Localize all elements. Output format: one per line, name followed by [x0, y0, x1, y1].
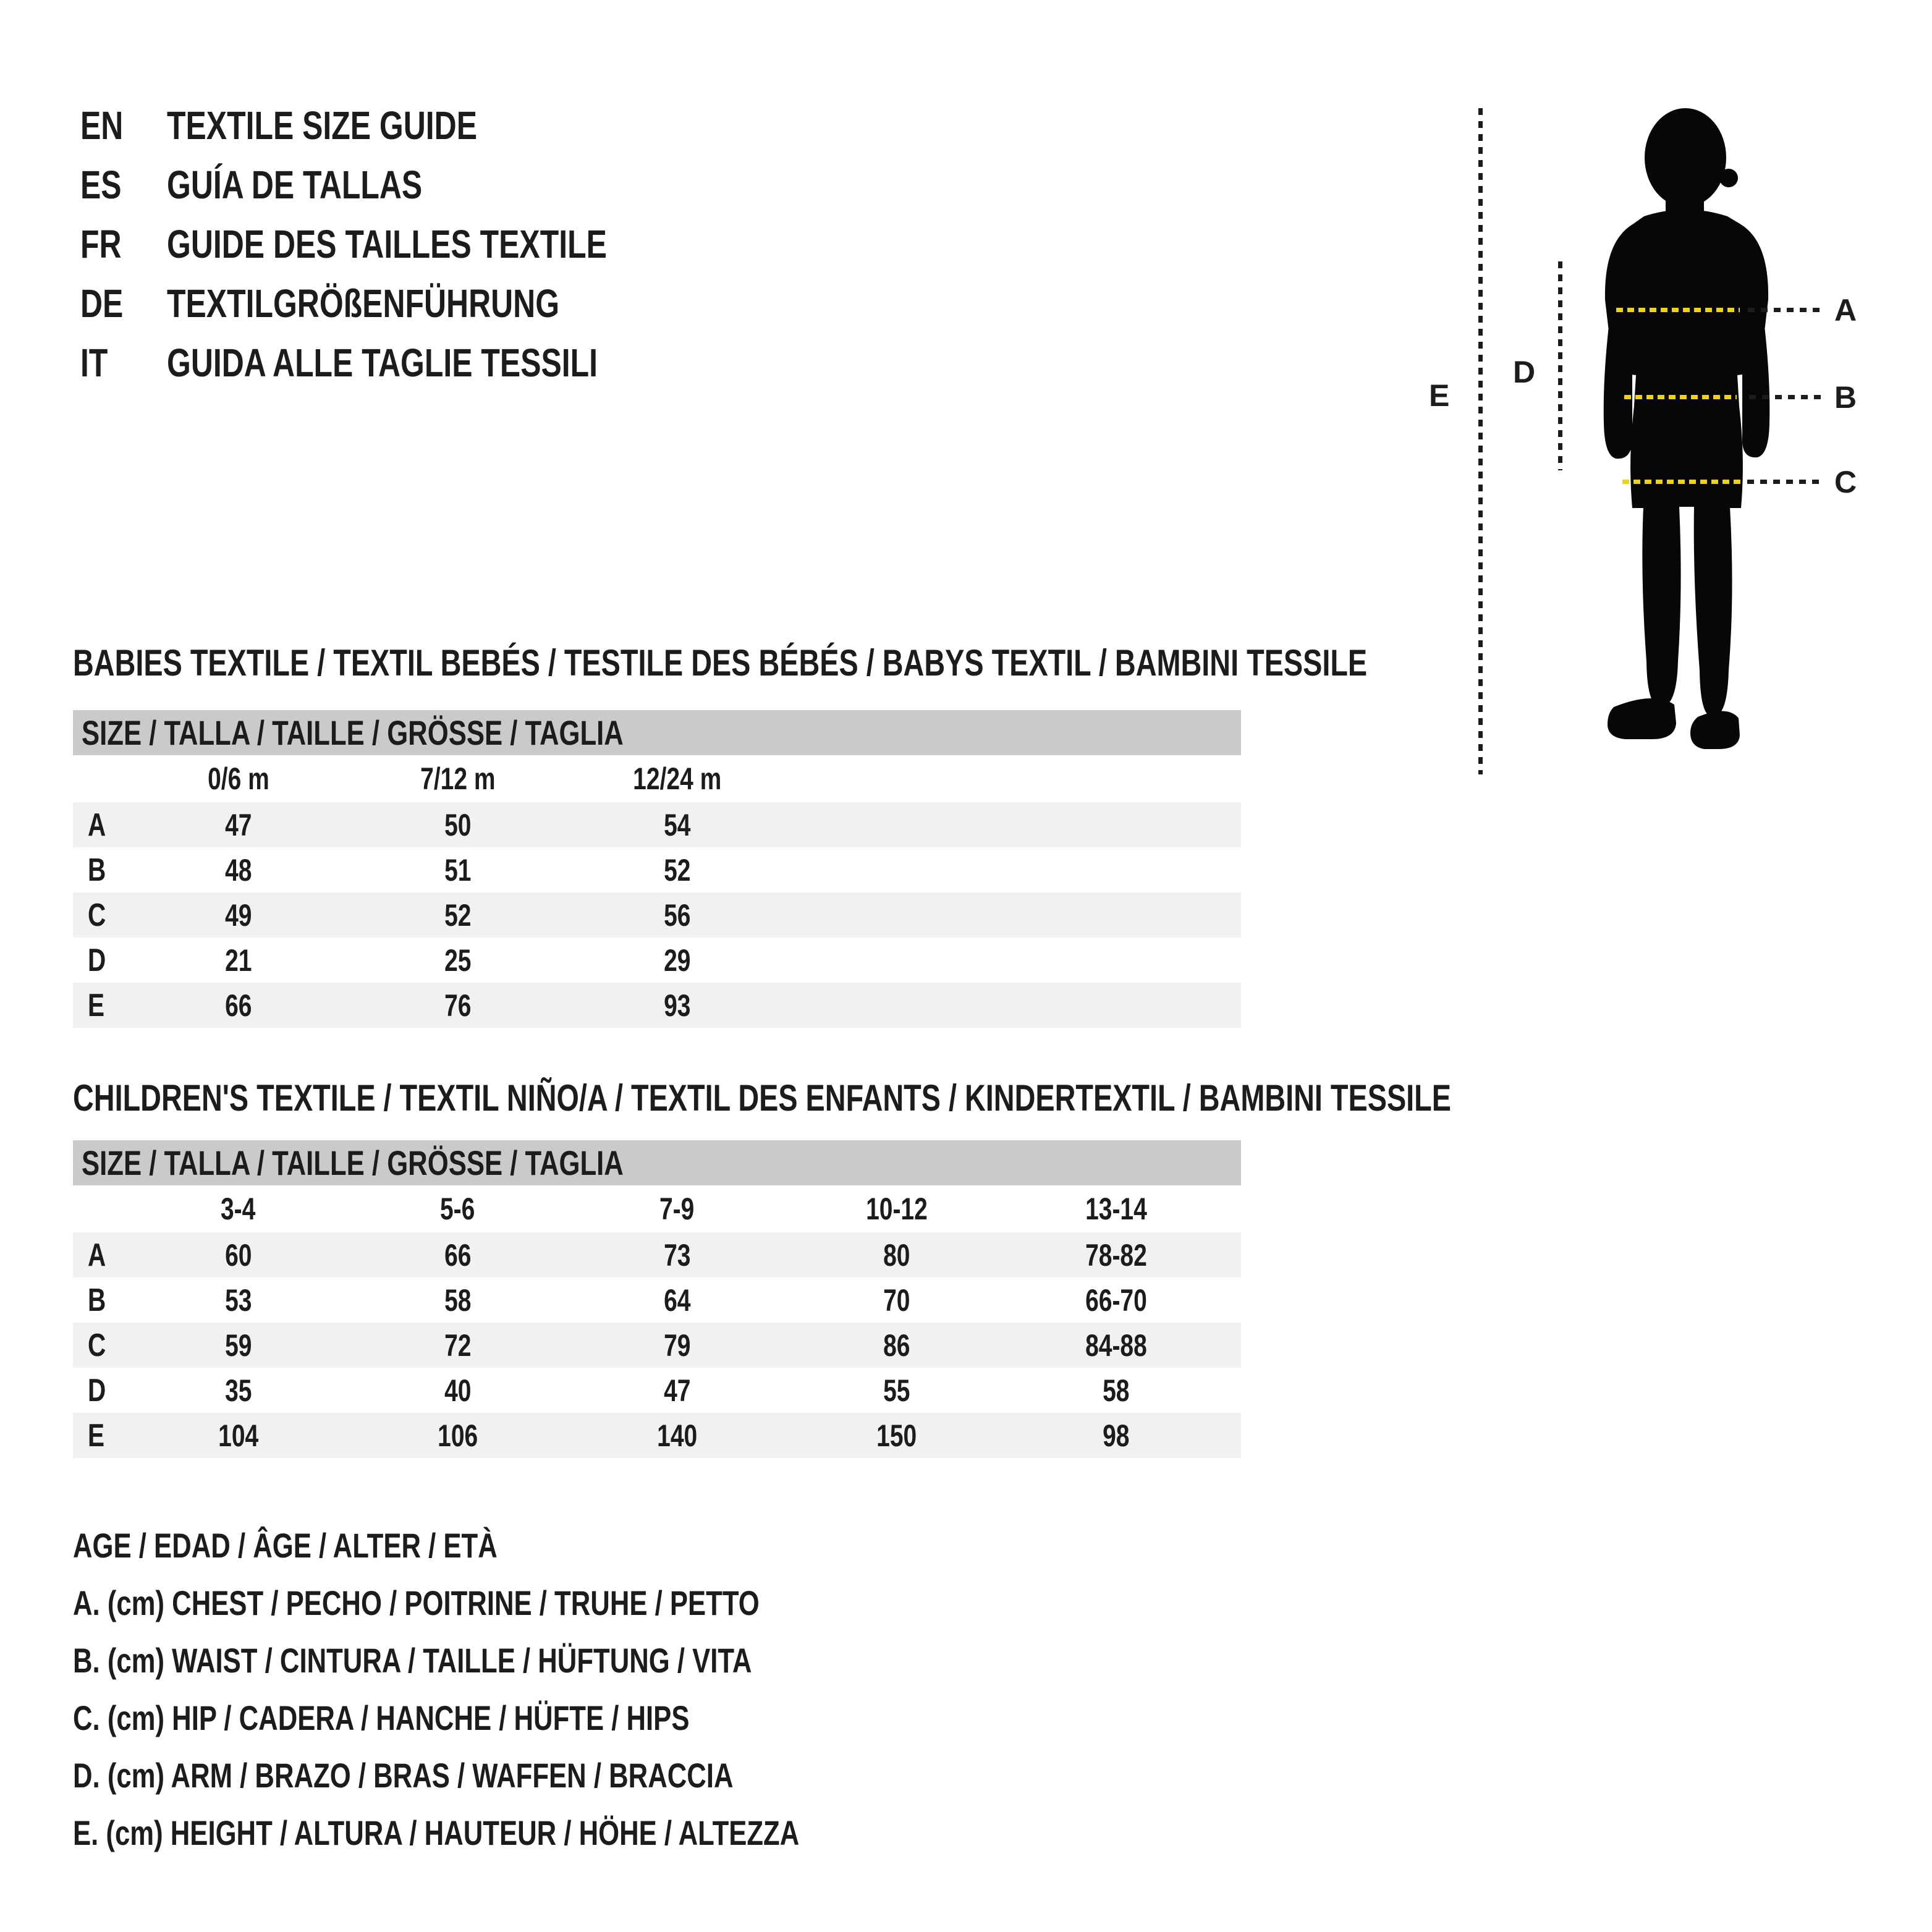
language-row	[80, 96, 731, 155]
row-label: E	[88, 1417, 105, 1454]
table-row	[73, 1368, 1241, 1413]
column-header: 7-9	[659, 1192, 695, 1226]
measurement-legend	[73, 1517, 1004, 1862]
size-value: 86	[883, 1328, 910, 1363]
column-header: 7/12 m	[420, 761, 496, 796]
language-code: FR	[80, 222, 122, 266]
size-value: 66-70	[1085, 1282, 1147, 1318]
table-row	[73, 802, 1241, 847]
language-title: GUIDA ALLE TAGLIE TESSILI	[167, 341, 598, 385]
table-row	[73, 1232, 1241, 1277]
row-label: C	[88, 897, 106, 933]
size-value: 106	[437, 1418, 478, 1453]
table-row	[73, 847, 1241, 892]
arm-measure-line-D	[1558, 261, 1562, 470]
size-value: 66	[224, 988, 252, 1023]
size-value: 76	[444, 988, 472, 1023]
row-label: D	[88, 1372, 106, 1409]
legend-line: C. (cm) HIP / CADERA / HANCHE / HÜFTE / HIPS	[73, 1698, 690, 1737]
language-title-list	[80, 96, 731, 392]
language-code: EN	[80, 103, 124, 148]
column-header: 0/6 m	[207, 761, 269, 796]
language-code: IT	[80, 341, 108, 385]
size-value: 56	[663, 897, 691, 933]
size-value: 52	[444, 897, 472, 933]
size-value: 93	[663, 988, 691, 1023]
waist-measure-leader-B	[1749, 395, 1822, 399]
size-value: 54	[663, 807, 691, 842]
row-label: A	[88, 807, 106, 843]
size-value: 48	[224, 852, 252, 888]
table-row	[73, 1323, 1241, 1368]
legend-line: B. (cm) WAIST / CINTURA / TAILLE / HÜFTUNG / VITA	[73, 1641, 752, 1680]
size-value: 25	[444, 943, 472, 978]
column-header: 10-12	[865, 1192, 928, 1226]
measure-label-chest: A	[1834, 293, 1857, 328]
size-value: 60	[224, 1237, 252, 1273]
size-value: 64	[663, 1282, 691, 1318]
row-label: B	[88, 852, 106, 888]
column-header: 13-14	[1085, 1192, 1147, 1226]
size-value: 47	[224, 807, 252, 842]
size-value: 55	[883, 1373, 910, 1408]
size-value: 51	[444, 852, 472, 888]
size-value: 72	[444, 1328, 472, 1363]
table-row	[73, 1413, 1241, 1458]
size-value: 52	[663, 852, 691, 888]
row-label: C	[88, 1327, 106, 1363]
legend-line: D. (cm) ARM / BRAZO / BRAS / WAFFEN / BRACCIA	[73, 1756, 734, 1795]
size-value: 84-88	[1085, 1328, 1147, 1363]
size-value: 78-82	[1085, 1237, 1147, 1273]
waist-measure-line-B	[1624, 395, 1737, 399]
column-header: 3-4	[221, 1192, 256, 1226]
column-header-row	[73, 755, 1241, 802]
language-row	[80, 333, 731, 392]
size-value: 29	[663, 943, 691, 978]
language-row	[80, 274, 731, 333]
row-label: E	[88, 987, 105, 1023]
measure-label-arm: D	[1513, 355, 1536, 389]
size-header-bar: SIZE / TALLA / TAILLE / GRÖSSE / TAGLIA	[73, 1140, 1241, 1185]
chest-measure-line-A	[1616, 308, 1740, 312]
language-code: ES	[80, 163, 122, 207]
babies-section-title: BABIES TEXTILE / TEXTIL BEBÉS / TESTILE DES BÉBÉS / BABYS TEXTIL / BAMBINI TESSILE	[73, 642, 1368, 684]
size-value: 98	[1102, 1418, 1130, 1453]
language-row	[80, 214, 731, 274]
measure-label-height: E	[1429, 378, 1450, 413]
language-title: TEXTILGRÖßENFÜHRUNG	[167, 281, 560, 326]
size-value: 66	[444, 1237, 472, 1273]
language-title: GUÍA DE TALLAS	[167, 163, 423, 207]
size-value: 53	[224, 1282, 252, 1318]
size-value: 47	[663, 1373, 691, 1408]
size-header-bar: SIZE / TALLA / TAILLE / GRÖSSE / TAGLIA	[73, 710, 1241, 755]
size-value: 79	[663, 1328, 691, 1363]
legend-line: E. (cm) HEIGHT / ALTURA / HAUTEUR / HÖHE / ALTEZZA	[73, 1813, 800, 1852]
legend-line: A. (cm) CHEST / PECHO / POITRINE / TRUHE / PETTO	[73, 1583, 760, 1622]
table-row	[73, 983, 1241, 1028]
hip-measure-leader-C	[1747, 480, 1822, 484]
size-value: 58	[1102, 1373, 1130, 1408]
measure-label-waist: B	[1834, 380, 1857, 415]
language-title: GUIDE DES TAILLES TEXTILE	[167, 222, 607, 266]
size-value: 21	[224, 943, 252, 978]
size-value: 70	[883, 1282, 910, 1318]
size-value: 104	[218, 1418, 259, 1453]
size-value: 40	[444, 1373, 472, 1408]
size-value: 73	[663, 1237, 691, 1273]
children-section-title: CHILDREN'S TEXTILE / TEXTIL NIÑO/A / TEXTIL DES ENFANTS / KINDERTEXTIL / BAMBINI TESSILE	[73, 1077, 1451, 1119]
chest-measure-leader-A	[1748, 308, 1822, 312]
row-label: D	[88, 942, 106, 978]
column-header: 12/24 m	[632, 761, 722, 796]
table-row	[73, 1277, 1241, 1323]
column-header: 5-6	[440, 1192, 475, 1226]
size-value: 80	[883, 1237, 910, 1273]
size-value: 49	[224, 897, 252, 933]
size-value: 50	[444, 807, 472, 842]
size-value: 150	[876, 1418, 917, 1453]
row-label: A	[88, 1237, 106, 1273]
legend-line: AGE / EDAD / ÂGE / ALTER / ETÀ	[73, 1526, 498, 1565]
size-value: 140	[656, 1418, 698, 1453]
babies-size-table	[73, 710, 1241, 1028]
size-value: 59	[224, 1328, 252, 1363]
measure-label-hip: C	[1834, 465, 1857, 499]
size-value: 58	[444, 1282, 472, 1318]
size-value: 35	[224, 1373, 252, 1408]
table-row	[73, 938, 1241, 983]
column-header-row	[73, 1185, 1241, 1232]
table-row	[73, 892, 1241, 938]
hip-measure-line-C	[1622, 480, 1743, 484]
language-title: TEXTILE SIZE GUIDE	[167, 103, 478, 148]
language-code: DE	[80, 281, 124, 326]
children-size-table	[73, 1140, 1241, 1458]
language-row	[80, 155, 731, 214]
row-label: B	[88, 1282, 106, 1318]
